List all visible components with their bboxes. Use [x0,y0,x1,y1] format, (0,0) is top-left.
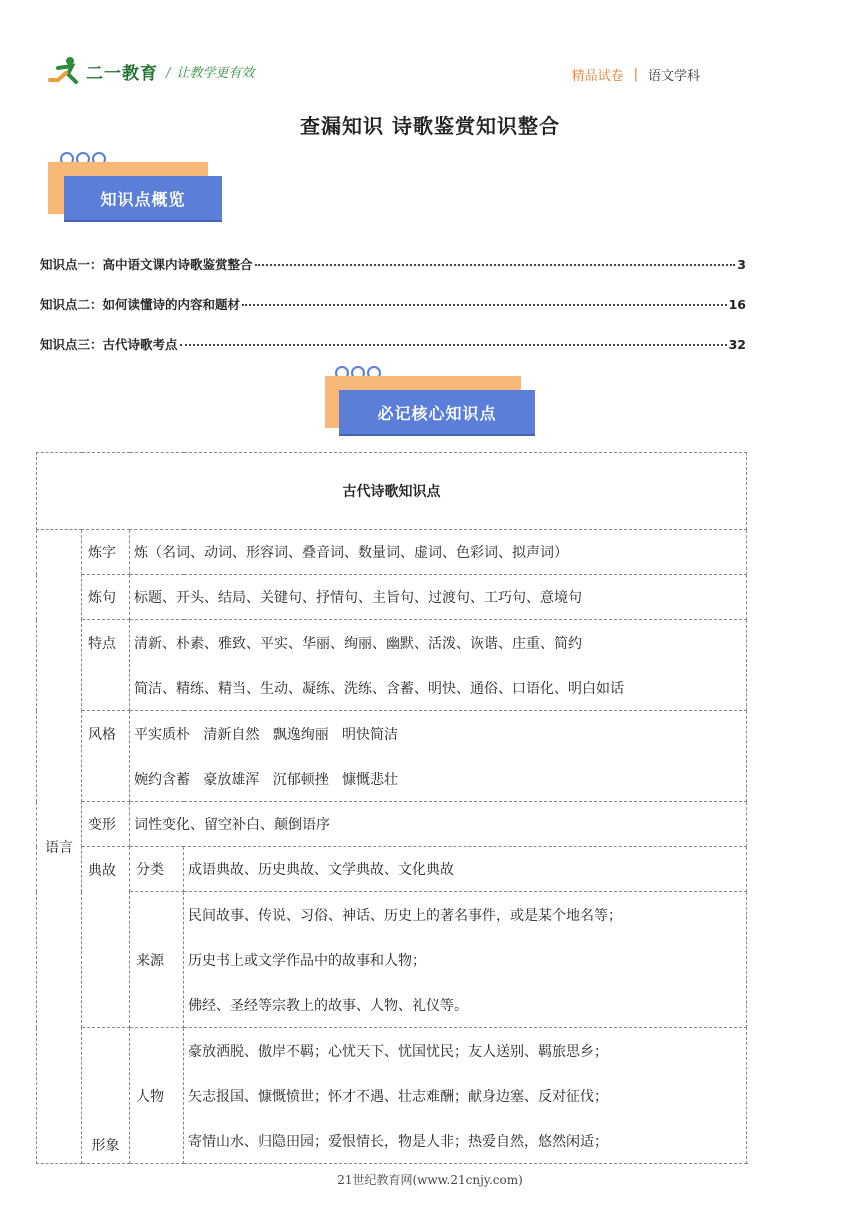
brand-slogan: / 让教学更有效 [166,65,255,81]
row-content-bianxing: 词性变化、留空补白、颠倒语序 [130,802,747,847]
category-language: 语言 [37,530,82,1164]
row-label-diangu: 典故 [82,847,130,1028]
category-image: 形象 [82,1028,130,1164]
tag-premium-paper: 精品试卷 [571,69,624,84]
row-content-lianzi: 炼（名词、动词、形容词、叠音词、数量词、虚词、色彩词、拟声词） [130,530,747,575]
row-label-laiyuan: 来源 [130,892,184,1028]
toc-item[interactable]: 知识点三：古代诗歌考点 32 [40,337,746,352]
core-knowledge-banner-label: 必记核心知识点 [339,390,535,434]
row-label-lianzi: 炼字 [82,530,130,575]
row-label-fengge: 风格 [82,711,130,802]
table-of-contents [40,255,746,355]
row-content-fenlei: 成语典故、历史典故、文学典故、文化典故 [184,847,747,892]
row-label-fenlei: 分类 [130,847,184,892]
table-row [37,847,747,892]
row-content-lianju: 标题、开头、结局、关键句、抒情句、主旨句、过渡句、工巧句、意境句 [130,575,747,620]
table-row [37,620,747,711]
brand-name: 二一教育 [86,63,158,84]
page-footer: 21世纪教育网(www.21cnjy.com) [337,1173,523,1187]
knowledge-table [36,452,747,1164]
table-row [37,575,747,620]
table-row [37,530,747,575]
toc-item[interactable]: 知识点一：高中语文课内诗歌鉴赏整合 3 [40,257,746,272]
row-content-fengge: 平实质朴 清新自然 飘逸绚丽 明快简洁 婉约含蓄 豪放雄浑 沉郁顿挫 慷慨悲壮 [130,711,747,802]
table-row [37,802,747,847]
runner-logo-icon [48,56,84,86]
row-content-tedian: 清新、朴素、雅致、平实、华丽、绚丽、幽默、活泼、诙谐、庄重、简约 简洁、精练、精当、生动、凝练、洗练、含蓄、明快、通俗、口语化、明白如话 [130,620,747,711]
overview-banner [48,152,223,228]
table-caption: 古代诗歌知识点 [37,453,747,530]
table-row [37,1028,747,1164]
brand-logo [48,56,254,86]
tag-subject: 语文学科 [647,69,700,84]
table-row [37,711,747,802]
table-row [37,892,747,1028]
row-label-tedian: 特点 [82,620,130,711]
toc-item[interactable]: 知识点二：如何读懂诗的内容和题材 16 [40,297,746,312]
row-content-renwu: 豪放洒脱、傲岸不羁；心忧天下、忧国忧民；友人送别、羁旅思乡； 矢志报国、慷慨愤世；怀才不遇、壮志难酬；献身边塞、反对征伐； 寄情山水、归隐田园；爱恨情长，物是人非；热爱自然，悠然闲适； [184,1028,747,1164]
page-header [0,0,860,100]
header-tags: 精品试卷 | 语文学科 [571,67,700,84]
row-label-renwu: 人物 [130,1028,184,1164]
page-title: 查漏知识 诗歌鉴赏知识整合 [300,114,560,138]
row-label-bianxing: 变形 [82,802,130,847]
row-label-lianju: 炼句 [82,575,130,620]
row-content-laiyuan: 民间故事、传说、习俗、神话、历史上的著名事件，或是某个地名等； 历史书上或文学作品中的故事和人物； 佛经、圣经等宗教上的故事、人物、礼仪等。 [184,892,747,1028]
overview-banner-label: 知识点概览 [64,176,222,220]
core-knowledge-banner [325,366,537,440]
